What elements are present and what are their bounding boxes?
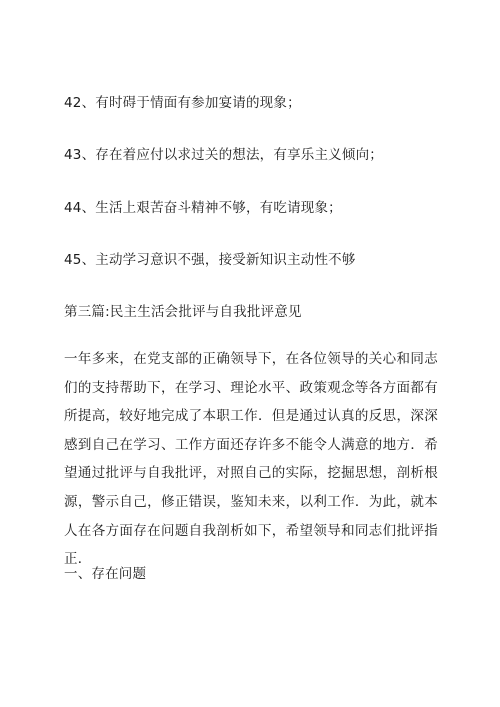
- list-item-43: 43、存在着应付以求过关的想法，有享乐主义倾向；: [64, 147, 383, 163]
- subheading: 一、存在问题: [64, 566, 147, 582]
- list-item-42: 42、有时碍于情面有参加宴请的现象；: [64, 95, 301, 111]
- body-paragraph: 一年多来，在党支部的正确领导下，在各位领导的关心和同志们的支持帮助下，在学习、理论水平、政策观念等各方面都有所提高，较好地完成了本职工作．但是通过认真的反思，深深感到自己在学习、工作方面还存许多不能令人满意的地方．希望通过批评与自我批评，对照自己的实际，挖掘思想，剖析根源，警示自己，修正错误，鉴知未来，以利工作．为此，就本人在各方面存在问题自我剖析如下，希望领导和同志们批评指正．: [64, 351, 438, 568]
- list-item-44: 44、生活上艰苦奋斗精神不够，有吃请现象；: [64, 200, 342, 216]
- list-item-45: 45、主动学习意识不强，接受新知识主动性不够: [64, 252, 356, 268]
- section-title: 第三篇:民主生活会批评与自我批评意见: [64, 304, 302, 320]
